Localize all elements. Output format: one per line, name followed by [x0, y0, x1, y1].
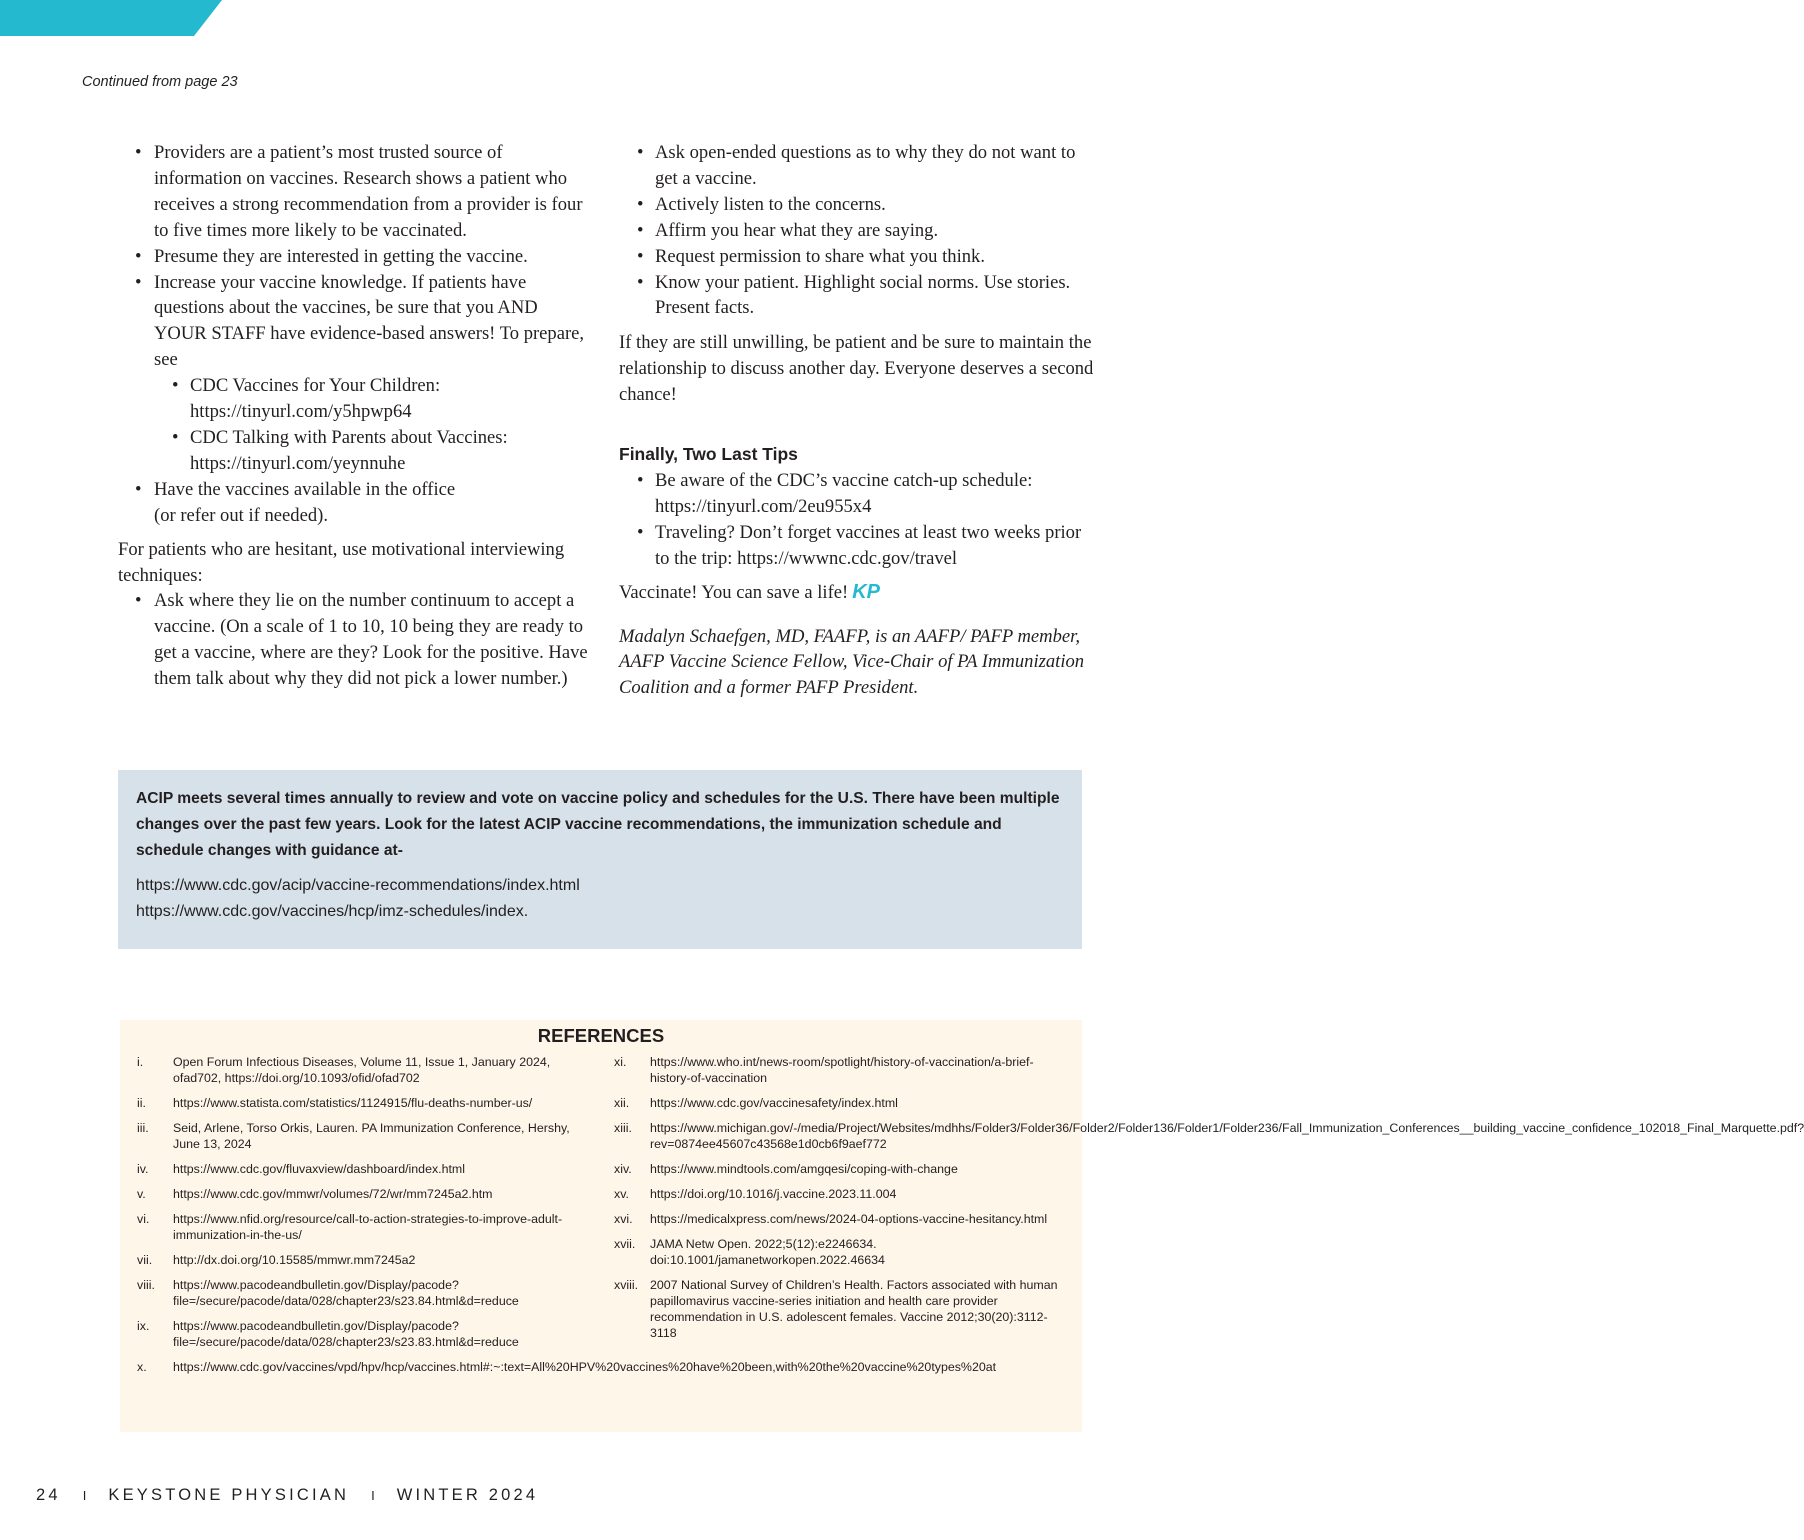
- tips-list: [118, 140, 588, 529]
- reference-text: https://www.pacodeandbulletin.gov/Display/pacode?file=/secure/pacode/data/028/chapter23/s23.83.html&d=reduce: [173, 1318, 519, 1350]
- reference-item: [614, 1054, 1064, 1086]
- resource-sublist: [154, 373, 588, 477]
- reference-item: [137, 1120, 587, 1152]
- reference-text: http://dx.doi.org/10.15585/mmwr.mm7245a2: [173, 1252, 416, 1267]
- list-item: • Know your patient. Highlight social norms. Use stories. Present facts.: [619, 270, 1094, 322]
- reference-item: [614, 1186, 1064, 1202]
- reference-item: [137, 1252, 587, 1268]
- reference-number: x.: [137, 1360, 147, 1375]
- list-item: • Ask where they lie on the number continuum to accept a vaccine. (On a scale of 1 to 10, 10 being they are ready to get a vaccine, where are they? Look for the positive. Have them talk about why they did not pick a lower number.): [118, 588, 588, 692]
- reference-item: [614, 1120, 1804, 1152]
- acip-callout-box: [118, 770, 1082, 949]
- reference-number: xvi.: [614, 1211, 633, 1226]
- reference-number: ii.: [137, 1096, 146, 1111]
- header-accent-tab: [0, 0, 222, 36]
- reference-text: https://www.cdc.gov/fluvaxview/dashboard/index.html: [173, 1162, 466, 1177]
- reference-text: 2007 National Survey of Children’s Health. Factors associated with human papillomavirus vaccine-series initiation and health care provider recommendation in U.S. adolescent females. Vaccine 2012;30(20):3112-3118: [650, 1277, 1058, 1341]
- last-tips-list: [619, 468, 1094, 572]
- reference-number: viii.: [137, 1277, 155, 1292]
- reference-number: iii.: [137, 1120, 149, 1135]
- list-item: • Providers are a patient’s most trusted source of information on vaccines. Research shows a patient who receives a strong recommendation from a provider is four to five times more likely to be vaccinated.: [118, 140, 588, 244]
- unwilling-paragraph: If they are still unwilling, be patient and be sure to maintain the relationship to discuss another day. Everyone deserves a second chance!: [619, 332, 1094, 406]
- interview-list: [619, 140, 1094, 321]
- reference-text: Seid, Arlene, Torso Orkis, Lauren. PA Immunization Conference, Hershy, June 13, 2024: [173, 1120, 570, 1152]
- reference-text: https://www.nfid.org/resource/call-to-action-strategies-to-improve-adult-immunization-in-the-us/: [173, 1211, 563, 1243]
- acip-link-recommendations[interactable]: https://www.cdc.gov/acip/vaccine-recommendations/index.html: [136, 877, 580, 895]
- author-bio: Madalyn Schaefgen, MD, FAAFP, is an AAFP/ PAFP member, AAFP Vaccine Science Fellow, Vice-Chair of PA Immunization Coalition and a former PAFP President.: [619, 625, 1085, 699]
- closing-text: Vaccinate! You can save a life!: [619, 581, 849, 603]
- reference-number: xv.: [614, 1186, 629, 1201]
- reference-item: [614, 1095, 1064, 1111]
- sublist-label: CDC Talking with Parents about Vaccines:: [190, 426, 508, 448]
- reference-number: i.: [137, 1055, 144, 1069]
- issue-name: WINTER 2024: [396, 1486, 539, 1504]
- footer-separator: I: [82, 1488, 87, 1503]
- reference-item: [137, 1186, 587, 1202]
- list-item: • Be aware of the CDC’s vaccine catch-up schedule: https://tinyurl.com/2eu955x4: [619, 468, 1094, 520]
- publication-name: KEYSTONE PHYSICIAN: [108, 1486, 350, 1504]
- reference-text: https://www.cdc.gov/mmwr/volumes/72/wr/mm7245a2.htm: [173, 1186, 493, 1201]
- list-item: • Affirm you hear what they are saying.: [619, 218, 1094, 244]
- reference-item: [137, 1318, 587, 1350]
- reference-text: https://www.cdc.gov/vaccines/vpd/hpv/hcp/vaccines.html#:~:text=All%20HPV%20vaccines%20have%20been,with%20the%20vaccine%20types%20at: [173, 1360, 997, 1375]
- footer-separator: I: [371, 1488, 375, 1503]
- page-number: 24: [36, 1486, 61, 1504]
- acip-link-schedules[interactable]: https://www.cdc.gov/vaccines/hcp/imz-schedules/index.: [136, 903, 529, 921]
- reference-text: https://www.michigan.gov/-/media/Project/Websites/mdhhs/Folder3/Folder36/Folder2/Folder136/Folder1/Folder236/Fall_Immunization_Conferences__building_vaccine_confidence_102018_Final_Marquette.pdf?rev=0874ee45607c43568e1d0cb6f9aef772: [650, 1120, 1804, 1152]
- resource-link[interactable]: https://tinyurl.com/yeynnuhe: [190, 452, 406, 474]
- reference-item: [614, 1211, 1064, 1227]
- closing-line: [619, 580, 1094, 606]
- reference-text: https://doi.org/10.1016/j.vaccine.2023.11.004: [650, 1186, 897, 1201]
- reference-number: ix.: [137, 1318, 150, 1333]
- reference-item: [614, 1161, 1064, 1177]
- reference-text: https://www.pacodeandbulletin.gov/Display/pacode?file=/secure/pacode/data/028/chapter23/s23.84.html&d=reduce: [173, 1277, 519, 1309]
- references-column-right: [614, 1054, 1804, 1350]
- reference-number: iv.: [137, 1162, 149, 1177]
- reference-text: https://www.statista.com/statistics/1124915/flu-deaths-number-us/: [173, 1096, 533, 1111]
- left-column: [118, 140, 588, 692]
- page-footer: [36, 1486, 538, 1505]
- reference-item: [137, 1277, 587, 1309]
- reference-text: Open Forum Infectious Diseases, Volume 11, Issue 1, January 2024, ofad702, https://doi.org/10.1093/ofid/ofad702: [173, 1055, 551, 1086]
- hesitant-intro: For patients who are hesitant, use motivational interviewing techniques:: [118, 538, 565, 586]
- reference-number: vi.: [137, 1211, 150, 1226]
- list-item-line: (or refer out if needed).: [154, 504, 328, 526]
- sublist-item: [154, 373, 588, 425]
- reference-number: v.: [137, 1186, 146, 1201]
- reference-item: [137, 1359, 997, 1375]
- reference-number: vii.: [137, 1252, 153, 1267]
- reference-number: xviii.: [614, 1277, 639, 1292]
- right-column: [619, 140, 1094, 701]
- reference-number: xiv.: [614, 1162, 632, 1177]
- list-item: • Presume they are interested in getting the vaccine.: [118, 244, 588, 270]
- list-item-text: Increase your vaccine knowledge. If patients have questions about the vaccines, be sure that you AND YOUR STAFF have evidence-based answers! To prepare, see: [154, 271, 585, 371]
- reference-text: https://www.who.int/news-room/spotlight/history-of-vaccination/a-brief-history-of-vaccination: [650, 1055, 1034, 1086]
- reference-number: xiii.: [614, 1120, 632, 1135]
- reference-item: [137, 1095, 587, 1111]
- list-item: • Ask open-ended questions as to why they do not want to get a vaccine.: [619, 140, 1094, 192]
- reference-text: https://www.cdc.gov/vaccinesafety/index.html: [650, 1096, 898, 1111]
- acip-links: [136, 873, 1064, 925]
- list-item: [118, 477, 588, 529]
- tips-heading: Finally, Two Last Tips: [619, 444, 798, 465]
- reference-item: [137, 1211, 587, 1243]
- reference-number: xii.: [614, 1096, 630, 1111]
- motivational-list: [118, 588, 588, 692]
- references-title: REFERENCES: [537, 1025, 665, 1046]
- list-item: • Traveling? Don’t forget vaccines at least two weeks prior to the trip: https://wwwnc.cdc.gov/travel: [619, 520, 1094, 572]
- reference-item: [137, 1054, 587, 1086]
- list-item: • Actively listen to the concerns.: [619, 192, 1094, 218]
- continued-note: Continued from page 23: [82, 74, 238, 90]
- references-box: [120, 1020, 1804, 1432]
- sublist-label: CDC Vaccines for Your Children:: [190, 375, 441, 397]
- resource-link[interactable]: https://tinyurl.com/y5hpwp64: [190, 401, 412, 423]
- reference-item: [614, 1277, 1064, 1342]
- reference-text: JAMA Netw Open. 2022;5(12):e2246634. doi:10.1001/jamanetworkopen.2022.46634: [650, 1236, 885, 1267]
- reference-text: https://medicalxpress.com/news/2024-04-options-vaccine-hesitancy.html: [650, 1211, 1048, 1226]
- list-item-line: Have the vaccines available in the office: [154, 478, 456, 500]
- reference-number: xvii.: [614, 1236, 636, 1251]
- acip-callout-text: ACIP meets several times annually to review and vote on vaccine policy and schedules for the U.S. There have been multiple changes over the past few years. Look for the latest ACIP vaccine recommendations, the immunization schedule and schedule changes with guidance at-: [136, 790, 1060, 859]
- reference-number: xi.: [614, 1055, 627, 1069]
- reference-text: https://www.mindtools.com/amgqesi/coping-with-change: [650, 1162, 958, 1177]
- sublist-item: [154, 425, 588, 477]
- reference-item: [614, 1236, 1064, 1268]
- kp-logo: KP: [852, 580, 881, 603]
- reference-item: [137, 1161, 587, 1177]
- list-item: • Request permission to share what you think.: [619, 244, 1094, 270]
- list-item: [118, 270, 588, 477]
